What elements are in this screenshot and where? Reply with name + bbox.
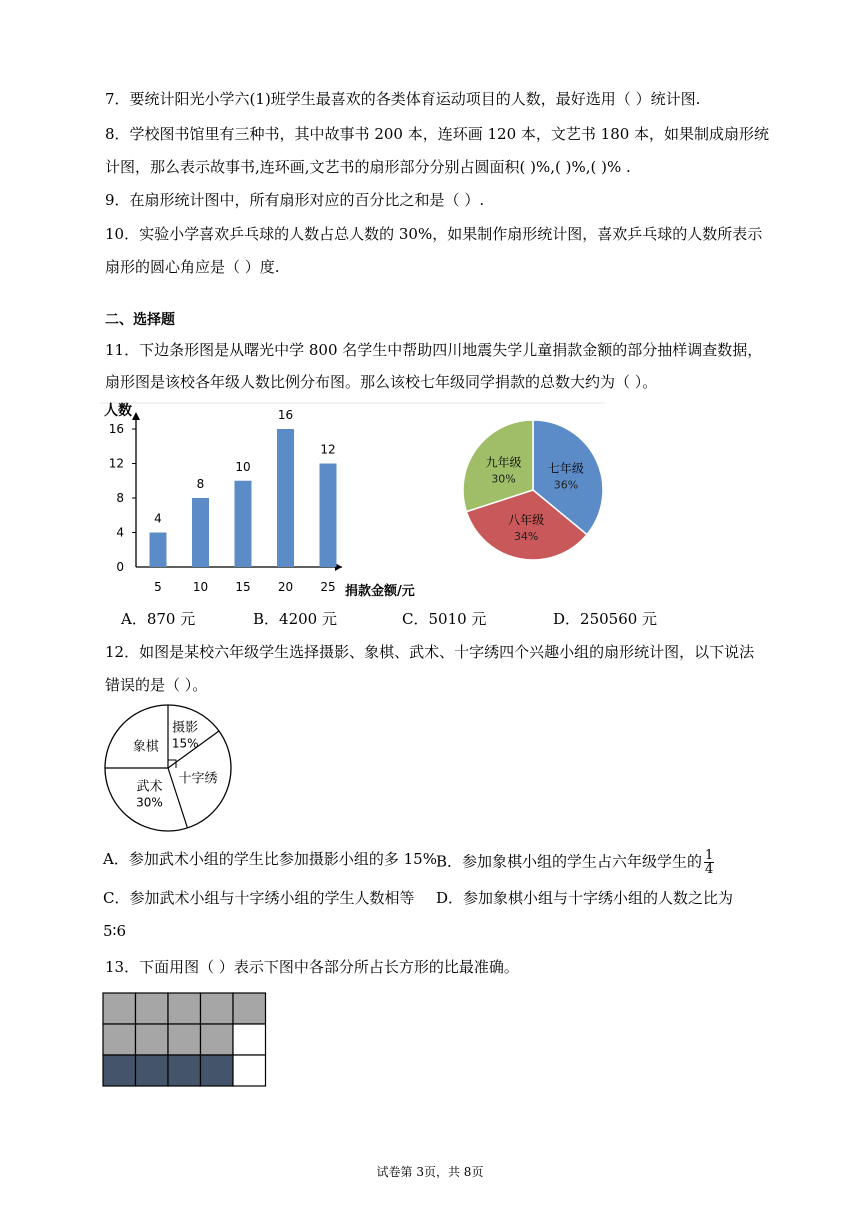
y-tick-label: 0	[116, 560, 124, 574]
question-9: 9．在扇形统计图中，所有扇形对应的百分比之和是（ ）.	[105, 191, 485, 209]
grid-cell-light	[201, 993, 234, 1024]
bar-value-label: 16	[277, 408, 294, 422]
club-slice-martial-arts-label: 武术	[136, 779, 163, 795]
question-12-option-c: C．参加武术小组与十字绣小组的学生人数相等	[103, 889, 415, 907]
bar-value-label: 12	[320, 442, 336, 457]
question-11-line-2: 扇形图是该校各年级人数比例分布图。那么该校七年级同学捐款的总数大约为（ ）。	[105, 373, 658, 391]
grid-cell-light	[201, 1024, 234, 1055]
y-axis-arrow	[132, 412, 140, 420]
y-tick-label: 4	[116, 525, 124, 540]
question-10-line-1: 10．实验小学喜欢乒乓球的人数占总人数的 30%，如果制作扇形统计图，喜欢乒乓球的人数所表示	[105, 225, 763, 243]
question-11-line-1: 11．下边条形图是从曙光中学 800 名学生中帮助四川地震失学儿童捐款金额的部分抽样调查数据，	[105, 341, 763, 359]
question-8-line-2: 计图，那么表示故事书,连环画,文艺书的扇形部分分别占圆面积( )%,( )%,( )% .	[105, 158, 631, 176]
grid-cell-dark	[168, 1055, 201, 1086]
club-slice-photography-label: 摄影	[172, 720, 199, 736]
bar	[320, 464, 337, 568]
club-slice-photography-percent: 15%	[171, 736, 199, 751]
club-slice-chess-label: 象棋	[132, 739, 159, 755]
question-12-line-2: 错误的是（ ）。	[105, 676, 208, 694]
grid-cell-light	[103, 993, 136, 1024]
pie-slice-percent: 30%	[491, 472, 516, 486]
grid-cell-dark	[103, 1055, 136, 1086]
club-slice-cross-stitch-label: 十字绣	[178, 771, 218, 787]
grid-cell-light	[168, 1024, 201, 1055]
grid-cell-white	[233, 1055, 266, 1086]
grid-cell-light	[103, 1024, 136, 1055]
grid-cell-dark	[136, 1055, 169, 1086]
page-footer: 试卷第 3页，共 8页	[376, 1165, 484, 1179]
question-8-line-1: 8．学校图书馆里有三种书，其中故事书 200 本，连环画 120 本，文艺书 180 本，如果制成扇形统	[105, 125, 770, 143]
section-title-choice: 二、选择题	[105, 312, 175, 328]
question-12-option-a: A．参加武术小组的学生比参加摄影小组的多 15%	[103, 850, 437, 868]
question-11-option-a: A．870 元	[121, 610, 196, 628]
grid-cell-light	[136, 993, 169, 1024]
fraction-one-quarter	[704, 849, 714, 876]
question-13: 13．下面用图（ ）表示下图中各部分所占长方形的比最准确。	[105, 958, 519, 976]
bar	[277, 429, 294, 567]
y-axis-label: 人数	[104, 403, 132, 419]
question-12-option-b-text: B．参加象棋小组的学生占六年级学生的	[436, 852, 703, 871]
grid-cell-light	[136, 1024, 169, 1055]
x-tick-label: 5	[154, 580, 162, 594]
fraction-denominator: 4	[705, 862, 714, 877]
bar	[235, 481, 252, 567]
grid-cell-light	[168, 993, 201, 1024]
pie-slice-name: 七年级	[547, 461, 584, 476]
question-7: 7．要统计阳光小学六(1)班学生最喜欢的各类体育运动项目的人数，最好选用（ ）统计图.	[105, 90, 701, 108]
y-tick-label: 16	[108, 422, 124, 436]
x-axis-label: 捐款金额/元	[345, 584, 415, 599]
question-12-line-1: 12．如图是某校六年级学生选择摄影、象棋、武术、十字绣四个兴趣小组的扇形统计图，以下说法	[105, 643, 755, 661]
pie-slice-name: 九年级	[485, 455, 522, 470]
bar	[150, 533, 167, 568]
grid-cell-white	[233, 1024, 266, 1055]
question-11-option-d: D．250560 元	[553, 610, 658, 628]
pie-slice-percent: 36%	[553, 478, 579, 492]
y-tick-label: 12	[108, 456, 124, 471]
question-11-option-b: B．4200 元	[253, 610, 337, 628]
fraction-numerator: 1	[705, 848, 714, 863]
y-tick-label: 8	[116, 491, 124, 505]
pie-slice-percent: 34%	[513, 529, 539, 543]
shaded-rectangle-grid	[100, 990, 270, 1090]
bar	[192, 498, 209, 567]
pie-slice-name: 八年级	[508, 512, 545, 527]
question-12-option-d: D．参加象棋小组与十字绣小组的人数之比为	[436, 889, 734, 907]
bar-value-label: 4	[154, 511, 162, 526]
question-12-option-b	[436, 849, 714, 876]
grid-cell-light	[233, 993, 266, 1024]
x-tick-label: 10	[192, 580, 209, 594]
x-tick-label: 25	[320, 580, 336, 594]
x-tick-label: 15	[235, 580, 251, 594]
bar-value-label: 10	[235, 459, 251, 474]
grid-cell-dark	[201, 1055, 234, 1086]
grade-pie-chart	[458, 415, 608, 565]
club-slice-martial-arts-percent: 30%	[136, 795, 163, 810]
question-10-line-2: 扇形的圆心角应是（ ）度.	[105, 258, 280, 276]
club-pie-chart	[102, 701, 236, 835]
x-tick-label: 20	[277, 580, 294, 594]
question-11-option-c: C．5010 元	[402, 610, 487, 628]
bar-value-label: 8	[196, 477, 205, 491]
question-12-option-d-cont: 5∶6	[103, 922, 126, 940]
